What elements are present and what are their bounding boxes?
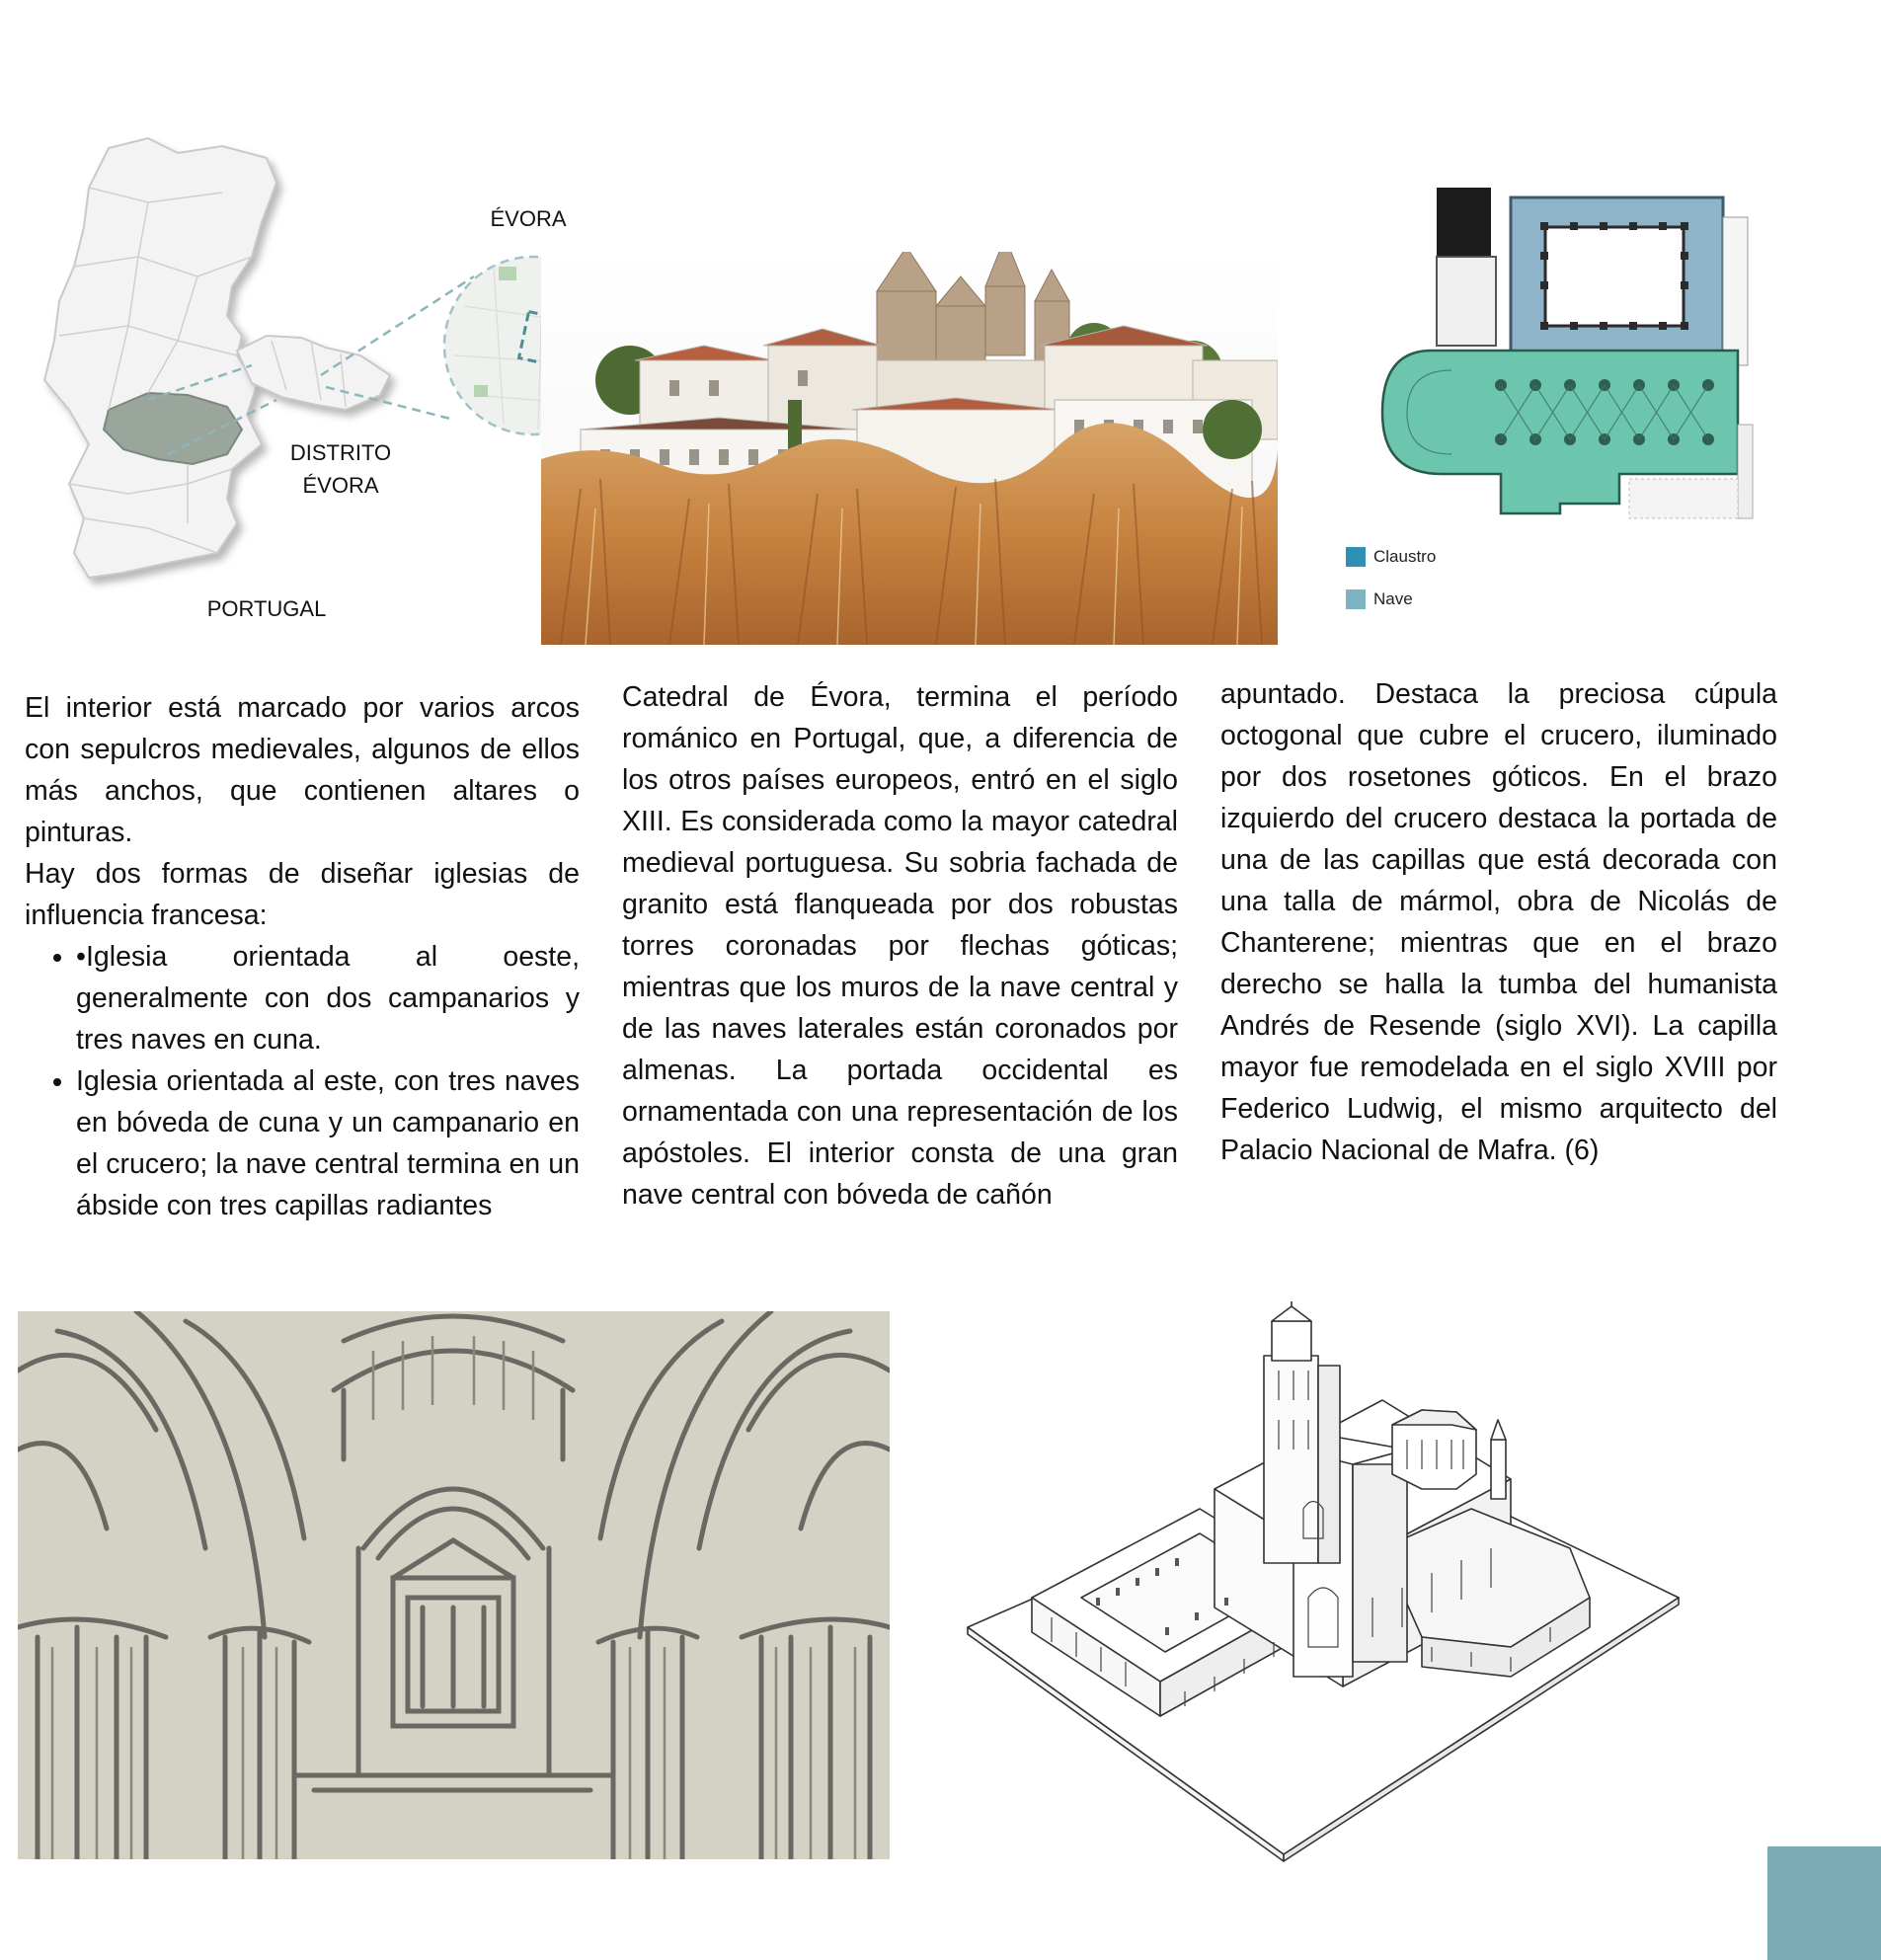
label-evora: ÉVORA [490, 206, 567, 231]
district-detail [237, 336, 390, 410]
col1-bullet-list [25, 936, 580, 1226]
label-district [267, 436, 415, 502]
legend-swatch-claustro [1346, 547, 1366, 567]
col1-bullet-1: • •Iglesia orientada al oeste, generalmente con dos campanarios y tres naves en cuna. [76, 936, 580, 1060]
col3-paragraph: apuntado. Destaca la preciosa cúpula octogonal que cubre el crucero, iluminado por dos rosetones góticos. En el brazo izquierdo del crucero destaca la portada de una de las capillas que está decorada con una talla de mármol, obra de Nicolás de Chanterene; mientras que en el brazo derecho se halla la tumba del humanista Andrés de Resende (siglo XVI). La capilla mayor fue remodelada en el siglo XVIII por Federico Ludwig, el mismo arquitecto del Palacio Nacional de Mafra. (6) [1220, 678, 1777, 1166]
interior-sketch [18, 1311, 890, 1859]
cathedral-floor-plan [1363, 188, 1758, 553]
col2-paragraph: Catedral de Évora, termina el período románico en Portugal, que, a diferencia de los otros países europeos, entró en el siglo XIII. Es considerada como la mayor catedral medieval portuguesa. Su sobria fachada de granito está flanqueada por dos robustas torres coronadas por flechas góticas; mientras que los muros de la nave central y de las naves laterales están coronados por almenas. La portada occidental es ornamentada con una representación de los apóstoles. El interior consta de una gran nave central con bóveda de cañón [622, 681, 1178, 1211]
col1-paragraph-1: El interior está marcado por varios arcos con sepulcros medievales, algunos de ellos más anchos, que contienen altares o pinturas. [25, 692, 580, 848]
accent-corner-block [1767, 1846, 1881, 1960]
legend-label-claustro: Claustro [1373, 547, 1437, 566]
legend-item-claustro [1346, 547, 1436, 567]
text-column-2 [622, 676, 1178, 1215]
text-column-1 [25, 687, 580, 1226]
label-district-line2: ÉVORA [302, 473, 379, 498]
label-district-line1: DISTRITO [289, 440, 392, 465]
legend-item-nave [1346, 589, 1413, 609]
legend-label-nave: Nave [1373, 589, 1413, 608]
legend-swatch-nave [1346, 589, 1366, 609]
evora-city-photo [541, 252, 1278, 645]
cathedral-3d-model [958, 1301, 1688, 1864]
col1-paragraph-2: Hay dos formas de diseñar iglesias de influencia francesa: [25, 858, 580, 931]
label-country: PORTUGAL [206, 596, 327, 621]
col1-bullet-2: • Iglesia orientada al este, con tres naves en bóveda de cuna y un campanario en el crucero; la nave central termina en un ábside con tres capillas radiantes [76, 1060, 580, 1226]
text-column-3 [1220, 673, 1777, 1171]
